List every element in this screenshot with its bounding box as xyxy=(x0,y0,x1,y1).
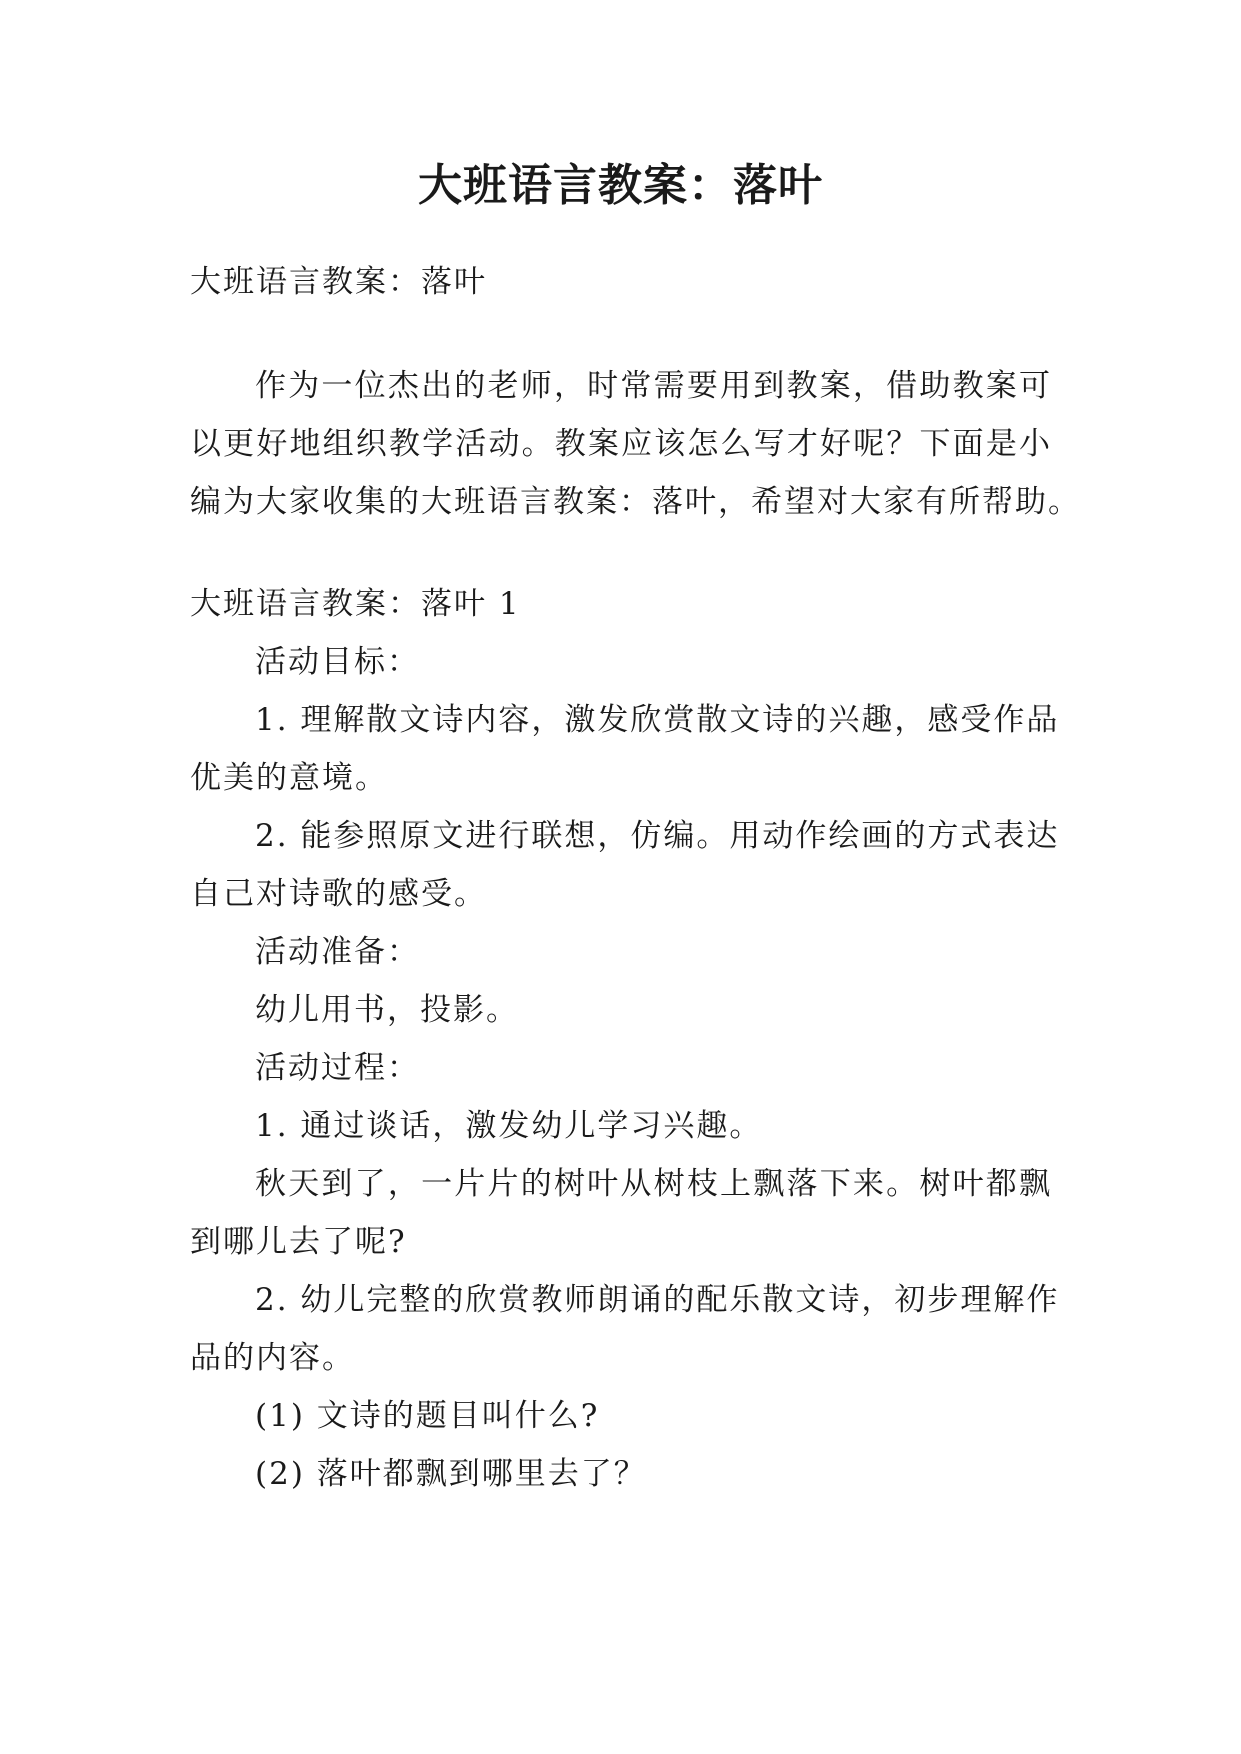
paragraph-line: 1. 通过谈话，激发幼儿学习兴趣。 xyxy=(255,1108,763,1144)
paragraph-line: 活动过程： xyxy=(255,1050,420,1086)
paragraph-line: (1) 文诗的题目叫什么? xyxy=(255,1398,600,1434)
paragraph-line: 到哪儿去了呢? xyxy=(190,1224,407,1260)
paragraph-line: 1. 理解散文诗内容，激发欣赏散文诗的兴趣，感受作品 xyxy=(255,702,1060,738)
section-heading: 大班语言教案：落叶 1 xyxy=(190,586,521,622)
paragraph-line: 2. 能参照原文进行联想，仿编。用动作绘画的方式表达 xyxy=(255,818,1060,854)
paragraph-line: 幼儿用书，投影。 xyxy=(255,992,519,1028)
paragraph-line: 优美的意境。 xyxy=(190,760,388,796)
paragraph-line: 自己对诗歌的感受。 xyxy=(190,876,487,912)
subtitle: 大班语言教案：落叶 xyxy=(190,264,487,300)
paragraph-line: 秋天到了，一片片的树叶从树枝上飘落下来。树叶都飘 xyxy=(255,1166,1052,1202)
paragraph-line: 品的内容。 xyxy=(190,1340,355,1376)
paragraph-line: 活动准备： xyxy=(255,934,420,970)
document-title: 大班语言教案：落叶 xyxy=(418,160,823,211)
intro-line-3: 编为大家收集的大班语言教案：落叶，希望对大家有所帮助。 xyxy=(190,484,1081,520)
paragraph-line: 活动目标： xyxy=(255,644,420,680)
paragraph-line: (2) 落叶都飘到哪里去了？ xyxy=(255,1456,647,1492)
paragraph-line: 2. 幼儿完整的欣赏教师朗诵的配乐散文诗，初步理解作 xyxy=(255,1282,1060,1318)
intro-line-2: 以更好地组织教学活动。教案应该怎么写才好呢？下面是小 xyxy=(190,426,1052,462)
intro-line-1: 作为一位杰出的老师，时常需要用到教案，借助教案可 xyxy=(255,368,1052,404)
